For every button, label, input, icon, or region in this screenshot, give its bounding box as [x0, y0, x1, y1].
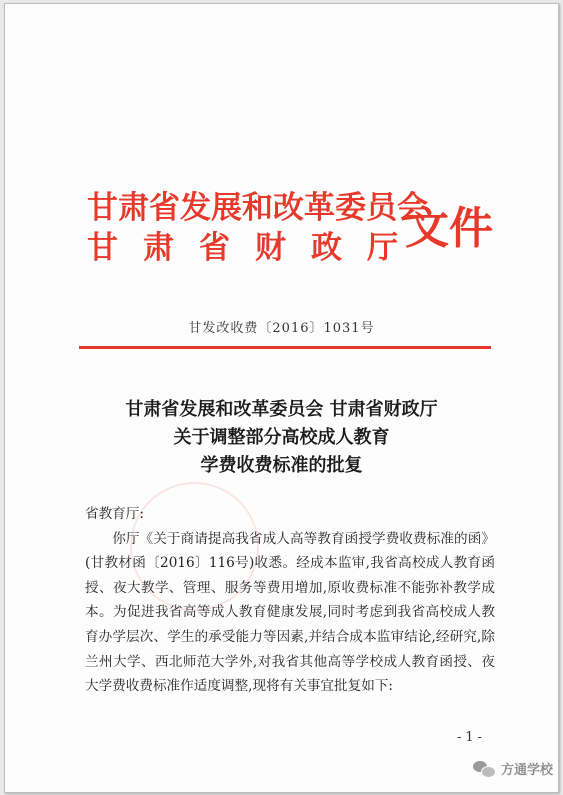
- header-issuer-2: 甘肃省财政厅: [87, 230, 423, 266]
- watermark-text: 方通学校: [501, 763, 554, 778]
- wechat-icon: [473, 760, 495, 778]
- title-line-1: 甘肃省发展和改革委员会 甘肃省财政厅: [125, 399, 438, 420]
- document-page: [4, 3, 559, 793]
- salutation: 省教育厅:: [85, 506, 144, 522]
- document-number: 甘发改收费〔2016〕1031号: [188, 321, 375, 336]
- body-paragraph: 你厅《关于商请提高我省成人高等教育函授学费收费标准的函》(甘教材函〔2016〕116号)收悉。经成本监审,我省高校成人教育函授、夜大教学、管理、服务等费用增加,原收费标准不能弥补教学成本。为促进我省高等成人教育健康发展,同时考虑到我省高校成人教育办学层次、学生的承受能力等因素,并结合成本监审结论,经研究,除兰州大学、西北师范大学外,对我省其他高等学校成人教育函授、夜大学费收费标准作适度调整,现将有关事宜批复如下:: [85, 530, 495, 695]
- page-number: -1-: [457, 730, 487, 745]
- watermark: [473, 759, 553, 778]
- header-issuer-1: 甘肃省发展和改革委员会: [87, 190, 428, 226]
- document-header: [87, 190, 507, 280]
- document-title: [5, 396, 558, 480]
- title-line-3: 学费收费标准的批复: [200, 455, 363, 476]
- document-body: [85, 502, 495, 699]
- red-divider: [79, 346, 491, 349]
- title-line-2: 关于调整部分高校成人教育: [173, 427, 390, 448]
- header-suffix: 文件: [405, 203, 493, 254]
